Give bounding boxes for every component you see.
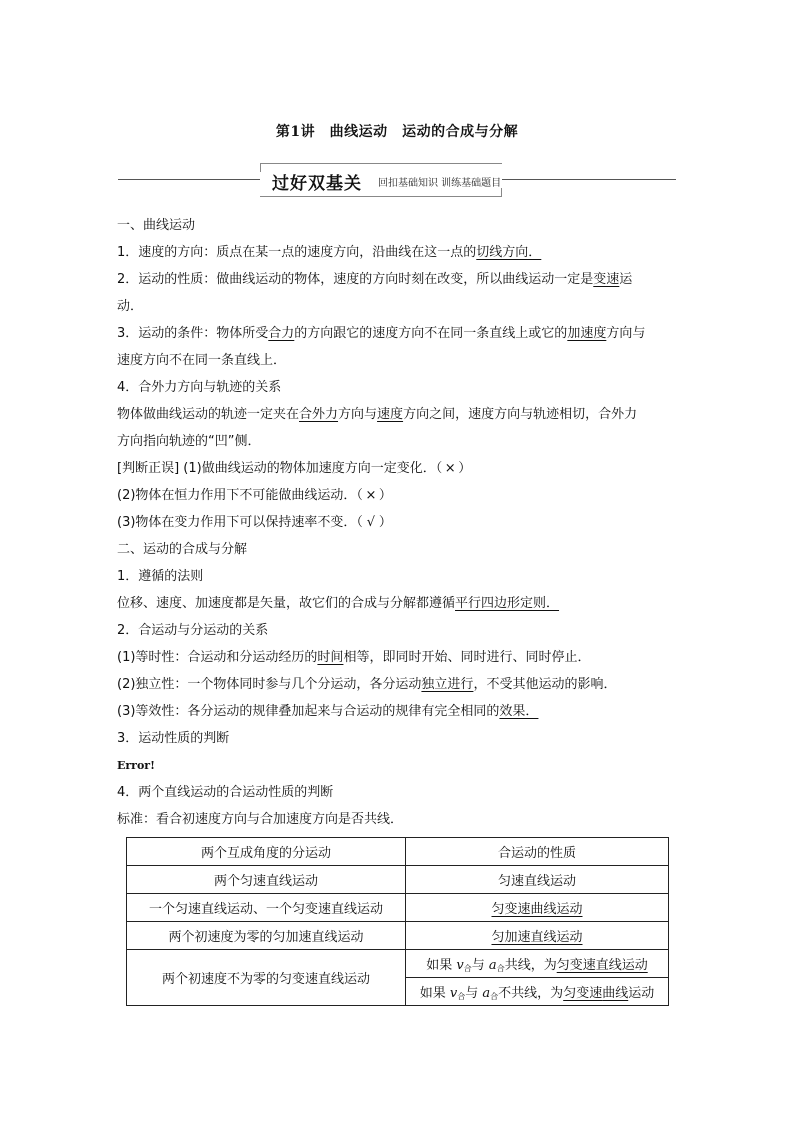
text: (1)做曲线运动的物体加速度方向一定变化．（ [183,461,443,476]
answer-mark: × [365,488,377,503]
text: 与 [465,985,483,1001]
table-cell: 两个匀速直线运动 [127,866,406,894]
underlined-answer: 时间 [317,650,344,665]
underlined-answer: 合力 [268,326,295,341]
judge-label: [判断正误] [117,461,180,476]
symbol-v: v [449,985,458,1001]
text: 方向与 [606,326,646,341]
answer-mark: √ [366,515,376,530]
paragraph [117,698,677,725]
symbol-v: v [456,957,464,973]
text: 物体做曲线运动的轨迹一定夹在 [117,407,300,422]
underlined-answer: 曲线 [602,985,629,1001]
table-header-cell: 合运动的性质 [406,838,669,866]
paragraph [117,590,677,617]
text: (3)等效性：各分运动的规律叠加起来与合运动的规律有完全相同的 [117,704,500,719]
document-body [117,212,677,833]
paragraph: 标准：看合初速度方向与合加速度方向是否共线． [117,812,404,827]
text: (3)物体在变力作用下可以保持速率不变．（ [117,515,363,530]
text: 与 [471,957,489,973]
underlined-answer: 切线方向． [476,245,542,260]
text: (2)物体在恒力作用下不可能做曲线运动．（ [117,488,363,503]
subheading: 4．合外力方向与轨迹的关系 [117,380,282,395]
underlined-answer: 加速度 [567,326,607,341]
table-row [127,922,669,950]
page-title: 第1讲 曲线运动 运动的合成与分解 [275,124,519,140]
text: 3．运动的条件：物体所受 [117,326,269,341]
subheading: 2．合运动与分运动的关系 [117,623,269,638]
text: 2．运动的性质：做曲线运动的物体，速度的方向时刻在改变，所以曲线运动一定是 [117,272,594,287]
judge-item [117,455,677,482]
motion-table [126,837,669,1006]
underlined-answer: 合外力 [299,407,339,422]
section-heading: 一、曲线运动 [117,218,196,233]
underlined-answer: 匀加速直线运动 [491,930,583,945]
answer-mark: × [444,461,456,476]
symbol-a: a [488,957,497,973]
table-cell: 一个匀速直线运动、一个匀变速直线运动 [127,894,406,922]
text: ） [378,515,392,530]
text: 方向与 [338,407,378,422]
text: (1)等时性：合运动和分运动经历的 [117,650,318,665]
table-cell: 两个初速度为零的匀加速直线运动 [127,922,406,950]
table-row [127,950,669,978]
paragraph-continuation: 速度方向不在同一条直线上． [117,353,287,368]
error-text: Error! [117,759,155,772]
judge-item [117,482,677,509]
paragraph [117,239,677,266]
subheading: 3．运动性质的判断 [117,731,230,746]
text: 位移、速度、加速度都是矢量，故它们的合成与分解都遵循 [117,596,456,611]
paragraph [117,401,677,428]
text: 相等，即同时开始、同时进行、同时停止． [343,650,591,665]
banner-box [260,163,502,197]
text: ） [378,488,392,503]
underlined-answer: 独立进行 [421,677,474,692]
table-cell [406,922,669,950]
underlined-answer: 匀变速曲线运动 [491,902,583,917]
subscript: 合 [490,991,499,1001]
section-banner [118,163,676,197]
paragraph-continuation: 方向指向轨迹的“凹”侧． [117,434,261,449]
subscript: 合 [463,963,472,973]
table-header-row [127,838,669,866]
subheading: 1．遵循的法则 [117,569,204,584]
text: 方向之间，速度方向与轨迹相切，合外力 [403,407,638,422]
underlined-answer: 速度 [377,407,404,422]
table-cell [406,950,669,978]
subscript: 合 [457,991,466,1001]
banner-rule-right [502,179,676,180]
underlined-answer: 变速 [593,272,620,287]
text: ） [458,461,472,476]
table-cell [406,894,669,922]
symbol-a: a [482,985,491,1001]
paragraph-continuation: 动． [117,299,144,314]
banner-subtitle: 回扣基础知识 训练基础题目 [378,178,502,189]
underlined-answer: 匀变速直线运动 [556,957,648,973]
banner-heading: 过好双基关 [272,174,362,194]
text: 共线，为 [504,957,557,973]
text: 的方向跟它的速度方向不在同一条直线上或它的 [294,326,568,341]
text: 不共线，为 [498,985,564,1001]
table-cell: 两个初速度不为零的匀变速直线运动 [127,950,406,1006]
text: 运动 [628,985,655,1001]
text: ，不受其他运动的影响． [473,677,617,692]
section-heading: 二、运动的合成与分解 [117,542,248,557]
underlined-answer: 平行四边形定则． [455,596,560,611]
banner-rule-left [118,179,260,180]
judge-item [117,509,677,536]
table-row [127,894,669,922]
paragraph [117,644,677,671]
subheading: 4．两个直线运动的合运动性质的判断 [117,785,334,800]
text: 如果 [419,985,450,1001]
paragraph [117,266,677,293]
text: (2)独立性：一个物体同时参与几个分运动，各分运动 [117,677,422,692]
text: 1．速度的方向：质点在某一点的速度方向，沿曲线在这一点的 [117,245,477,260]
paragraph [117,320,677,347]
table-cell: 匀速直线运动 [406,866,669,894]
paragraph [117,671,677,698]
table-cell [406,978,669,1006]
text: 如果 [426,957,457,973]
underlined-answer: 匀变速 [563,985,603,1001]
table-header-cell: 两个互成角度的分运动 [127,838,406,866]
subscript: 合 [496,963,505,973]
underlined-answer: 效果． [499,704,539,719]
text: 运 [619,272,633,287]
table-row [127,866,669,894]
